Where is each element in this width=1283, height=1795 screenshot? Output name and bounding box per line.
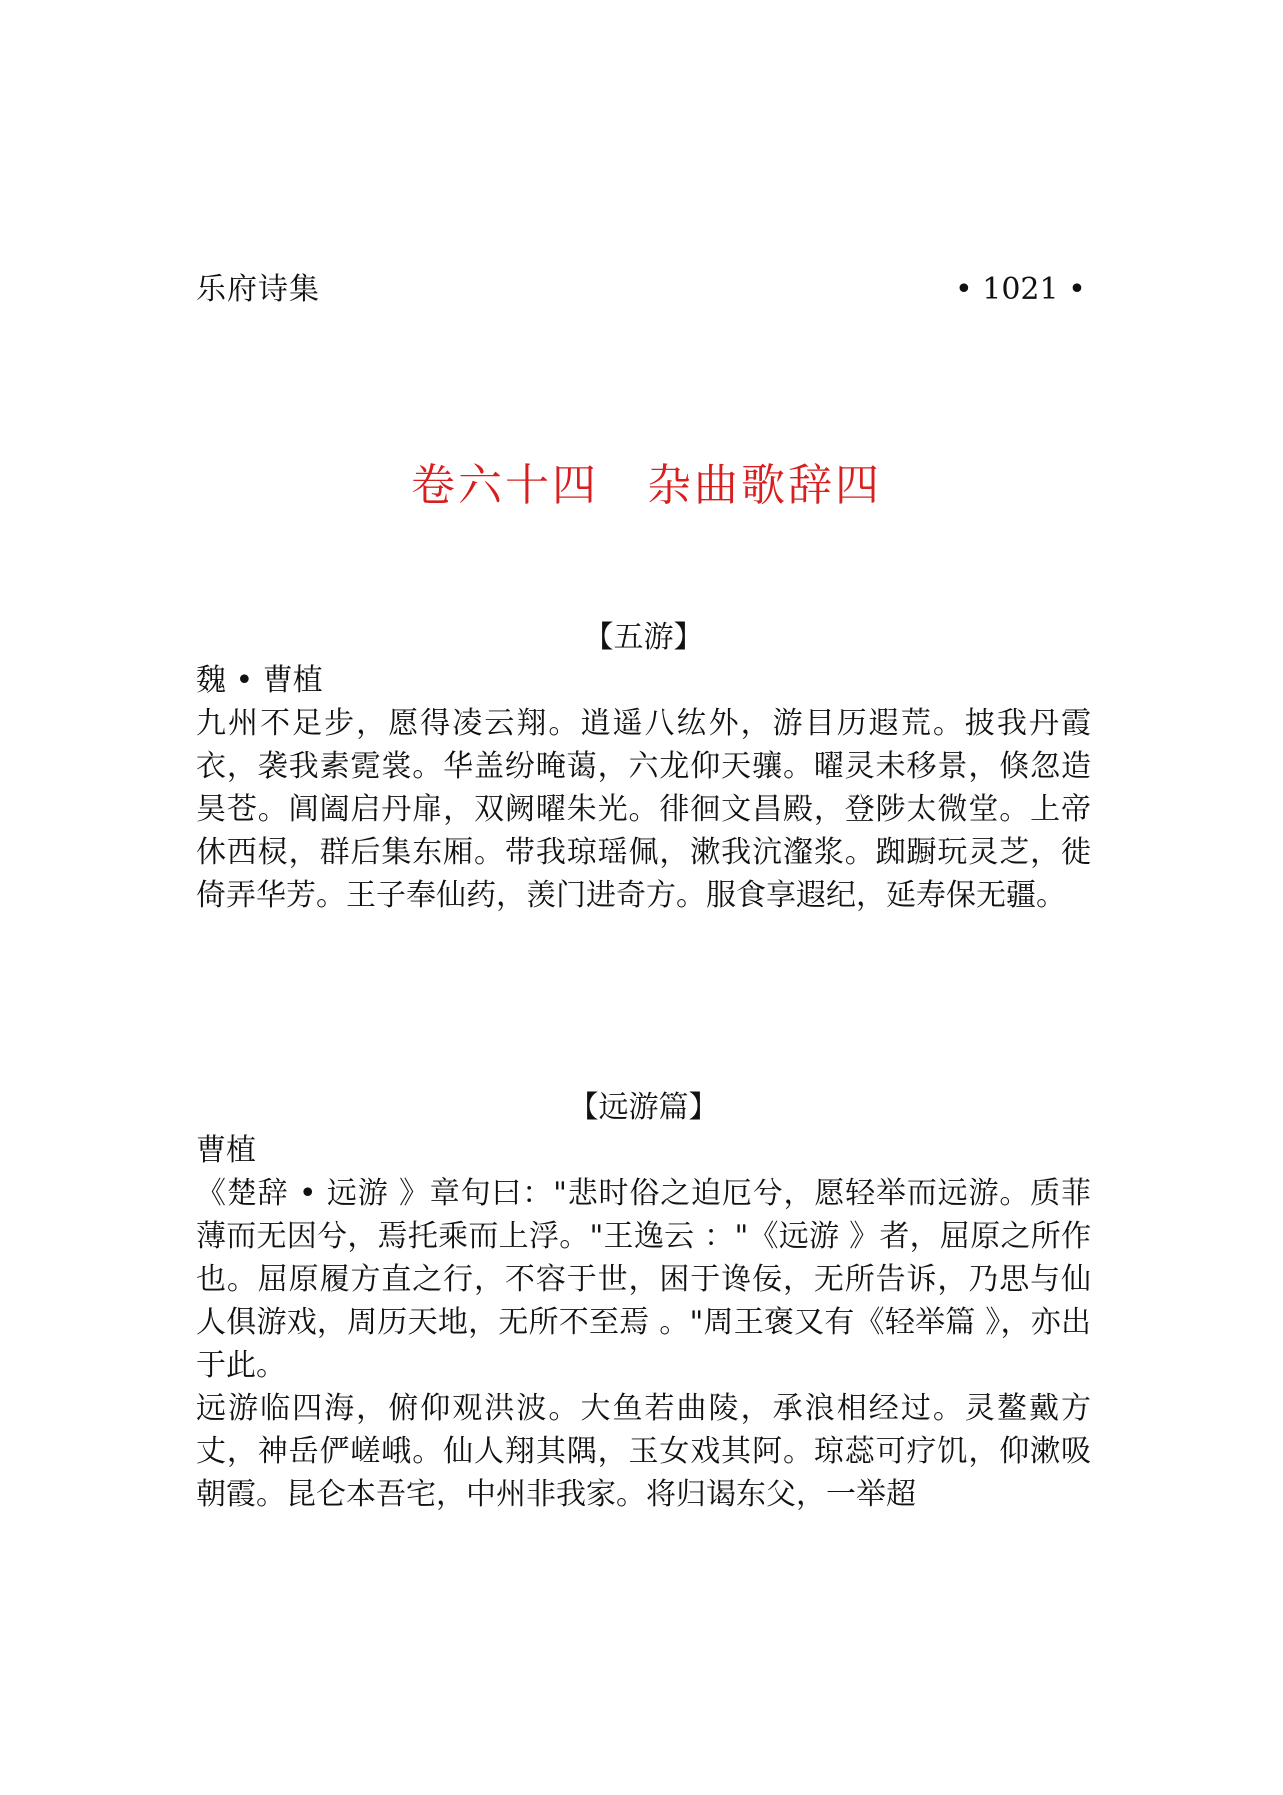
section-title: 【远游篇】 [568,1090,719,1125]
poem-text: 远游临四海，俯仰观洪波。大鱼若曲陵，承浪相经过。灵鳌戴方丈，神岳俨嵯峨。仙人翔其隅，玉女戏其阿。琼蕊可疗饥，仰漱吸朝霞。昆仑本吾宅，中州非我家。将归谒东父，一举超 [196,1391,1091,1512]
poem-preface: 《楚辞 • 远游 》章句曰："悲时俗之迫厄兮，愿轻举而远游。质菲薄而无因兮，焉托乘而上浮。"王逸云 ："《远游 》者，屈原之所作也。屈原履方直之行，不容于世，困于谗佞，无所告诉，乃思与仙人俱游戏，周历天地，无所不至焉 。"周王褒又有《轻举篇 》，亦出于此。 [196,1176,1091,1383]
poem-section-wuyou [196,617,1091,917]
poem-text: 九州不足步，愿得凌云翔。逍遥八纮外，游目历遐荒。披我丹霞衣，袭我素霓裳。华盖纷晻蔼，六龙仰天骧。曜灵未移景，倏忽造昊苍。阊阖启丹扉，双阙曜朱光。徘徊文昌殿，登陟太微堂。上帝休西棂，群后集东厢。带我琼瑶佩，漱我沆瀣浆。踟蹰玩灵芝，徙倚弄华芳。王子奉仙药，羡门进奇方。服食享遐纪，延寿保无疆。 [196,706,1091,913]
chapter-title [0,458,1283,514]
chapter-name: 杂曲歌辞四 [647,460,882,511]
section-title: 【五游】 [583,620,704,655]
chapter-volume: 卷六十四 [411,460,599,511]
poem-section-yuanyoupian [196,1087,1091,1516]
page-number: • 1021 • [955,272,1086,307]
book-title: 乐府诗集 [196,272,320,307]
poem-author: 魏 • 曹植 [196,663,323,698]
poem-author: 曹植 [196,1133,256,1168]
